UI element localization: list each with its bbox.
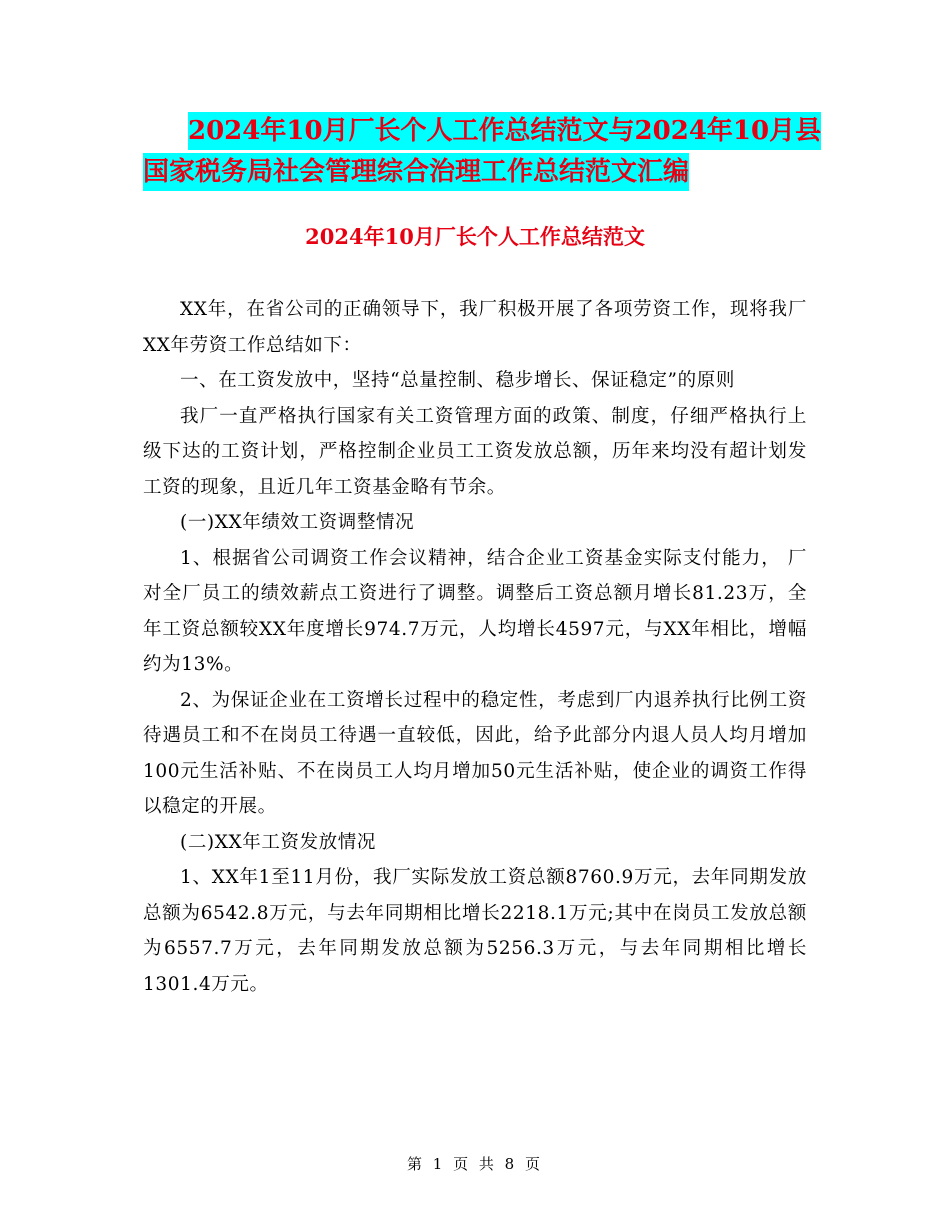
paragraph-heading-1: 一、在工资发放中，坚持“总量控制、稳步增长、保证稳定”的原则 [180,370,735,391]
paragraph-intro: XX年，在省公司的正确领导下，我厂积极开展了各项劳资工作，现将我厂XX年劳资工作总结如下： [143,299,807,356]
paragraph-item-3: 1、XX年1至11月份，我厂实际发放工资总额8760.9万元，去年同期发放总额为6542.8万元，与去年同期相比增长2218.1万元;其中在岗员工发放总额为6557.7万元，去年同期发放总额为5256.3万元，与去年同期相比增长1301.4万元。 [143,867,807,995]
document-body [143,292,807,1002]
page-footer: 第 1 页 共 8 页 [407,1155,543,1173]
paragraph-subheading-1: (一)XX年绩效工资调整情况 [180,512,415,533]
paragraph-subheading-2: (二)XX年工资发放情况 [180,831,376,853]
document-title-line-2: 国家税务局社会管理综合治理工作总结范文汇编 [143,153,689,191]
paragraph-policy: 我厂一直严格执行国家有关工资管理方面的政策、制度，仔细严格执行上级下达的工资计划，严格控制企业员工工资发放总额，历年来均没有超计划发工资的现象，且近几年工资基金略有节余。 [143,405,807,498]
paragraph-item-1: 1、根据省公司调资工作会议精神，结合企业工资基金实际支付能力， 厂对全厂员工的绩效薪点工资进行了调整。调整后工资总额月增长81.23万，全年工资总额较XX年度增长974.7万元，人均增长4597元，与XX年相比，增幅约为13%。 [143,547,807,675]
document-title-line-1: 2024年10月厂长个人工作总结范文与2024年10月县 [188,112,821,150]
paragraph-item-2: 2、为保证企业在工资增长过程中的稳定性，考虑到厂内退养执行比例工资待遇员工和不在岗员工待遇一直较低，因此，给予此部分内退人员人均月增加100元生活补贴、不在岗员工人均月增加50元生活补贴，使企业的调资工作得以稳定的开展。 [143,689,807,817]
section-title: 2024年10月厂长个人工作总结范文 [305,224,645,249]
